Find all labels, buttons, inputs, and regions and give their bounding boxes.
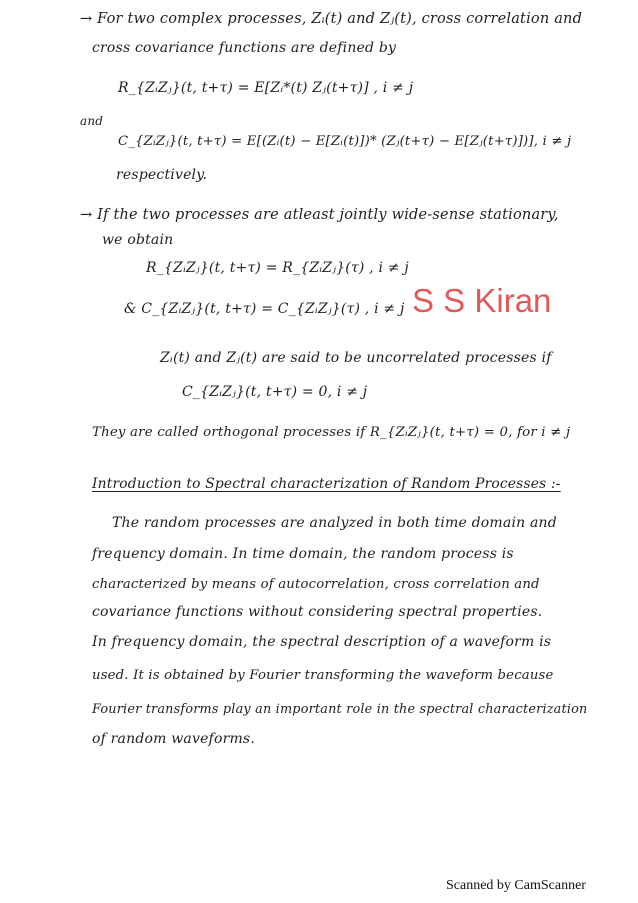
scanner-footer: Scanned by CamScanner <box>446 878 586 893</box>
paragraph-line-4: covariance functions without considering spectral properties. <box>92 604 543 620</box>
paragraph-line-7: Fourier transforms play an important role in the spectral characterization <box>92 702 588 717</box>
paragraph-line-8: of random waveforms. <box>92 731 255 747</box>
paragraph-line-2: frequency domain. In time domain, the random process is <box>92 546 514 562</box>
paragraph-line-1: The random processes are analyzed in both time domain and <box>112 515 557 531</box>
text-line-cross-correlation-intro: → For two complex processes, Zᵢ(t) and Zⱼ(t), cross correlation and <box>80 11 583 27</box>
text-orthogonal: They are called orthogonal processes if R_{ZᵢZⱼ}(t, t+τ) = 0, for i ≠ j <box>92 425 571 440</box>
equation-cross-correlation: R_{ZᵢZⱼ}(t, t+τ) = E[Zᵢ*(t) Zⱼ(t+τ)] , i ≠ j <box>118 80 414 96</box>
equation-wss-covariance: & C_{ZᵢZⱼ}(t, t+τ) = C_{ZᵢZⱼ}(τ) , i ≠ j <box>124 301 405 317</box>
equation-uncorrelated: C_{ZᵢZⱼ}(t, t+τ) = 0, i ≠ j <box>182 384 368 400</box>
text-we-obtain: we obtain <box>102 232 174 248</box>
text-uncorrelated: Zᵢ(t) and Zⱼ(t) are said to be uncorrelated processes if <box>160 350 552 366</box>
watermark-name: S S Kiran <box>412 282 552 319</box>
equation-wss-correlation: R_{ZᵢZⱼ}(t, t+τ) = R_{ZᵢZⱼ}(τ) , i ≠ j <box>146 260 409 276</box>
section-heading-spectral: Introduction to Spectral characterization of Random Processes :- <box>92 476 561 492</box>
text-line-defined-by: cross covariance functions are defined by <box>92 40 397 56</box>
paragraph-line-5: In frequency domain, the spectral description of a waveform is <box>92 634 552 650</box>
text-respectively: respectively. <box>116 167 208 183</box>
paragraph-line-3: characterized by means of autocorrelation, cross correlation and <box>92 577 540 592</box>
text-line-jointly-wss: → If the two processes are atleast jointly wide-sense stationary, <box>80 207 559 223</box>
equation-cross-covariance: C_{ZᵢZⱼ}(t, t+τ) = E[(Zᵢ(t) − E[Zᵢ(t)])* (Zⱼ(t+τ) − E[Zⱼ(t+τ)])], i ≠ j <box>118 134 572 149</box>
paragraph-line-6: used. It is obtained by Fourier transforming the waveform because <box>92 668 554 683</box>
text-and: and <box>80 114 104 128</box>
